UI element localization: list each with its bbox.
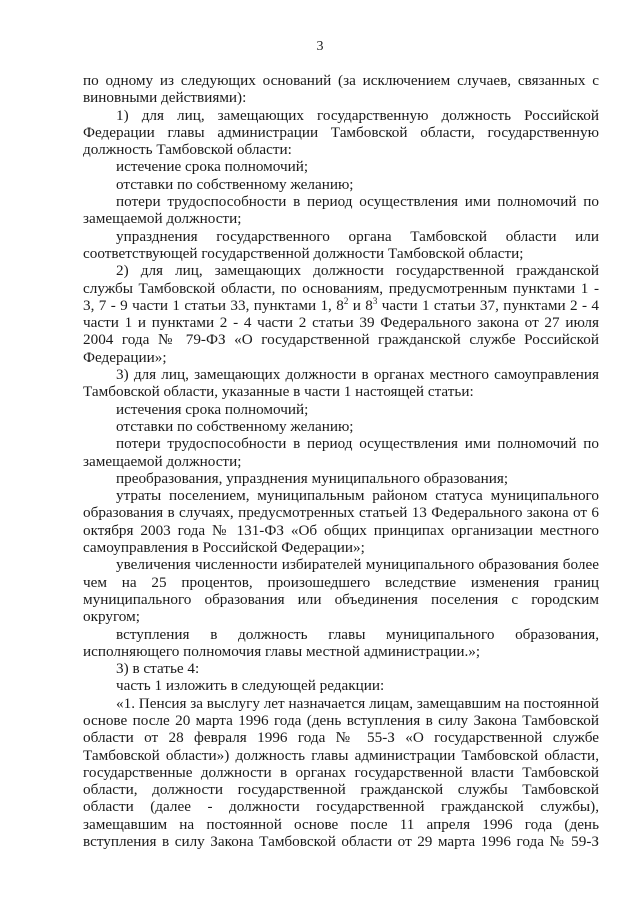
- list-item: потери трудоспособности в период осуществления ими полномочий по замещаемой должности;: [83, 193, 599, 228]
- paragraph: 1) для лиц, замещающих государственную должность Российской Федерации главы администрации Тамбовской области, государственную должность Тамбовской области:: [83, 106, 599, 159]
- paragraph: по одному из следующих оснований (за исключением случаев, связанных с виновными действиями):: [83, 72, 599, 107]
- list-item: увеличения численности избирателей муниципального образования более чем на 25 процентов, произошедшего вследствие изменения границ муниципального образования или объединения поселения с городским округом;: [83, 556, 599, 626]
- page-number: 3: [316, 39, 324, 54]
- list-item: истечения срока полномочий;: [116, 400, 309, 418]
- paragraph: 3) в статье 4:: [116, 660, 200, 678]
- paragraph: часть 1 изложить в следующей редакции:: [116, 677, 385, 695]
- paragraph-text: части 1 статьи 37, пунктами 2 - 4 части 1 и пунктами 2 - 4 части 2 статьи 39 Федерального закона от 27 июля 2004 года № 79-ФЗ «О государственной гражданской службе Российской Федерации»;: [83, 296, 599, 366]
- list-item: вступления в должность главы муниципального образования, исполняющего полномочия главы местной администрации.»;: [83, 625, 599, 660]
- paragraph-text: 2) для лиц, замещающих должности государственной гражданской службы Тамбовской области, по основаниям, предусмотренным пунктами 1 - 3, 7 - 9 части 1 статьи 33, пунктами 1, 8: [83, 262, 599, 314]
- list-item: преобразования, упразднения муниципального образования;: [116, 469, 509, 487]
- list-item: утраты поселением, муниципальным районом статуса муниципального образования в случаях, предусмотренных статьей 13 Федерального закона от 6 октября 2003 года № 131-ФЗ «Об общих принципах организации местного самоуправления в Российской Федерации»;: [83, 487, 599, 557]
- paragraph: «1. Пенсия за выслугу лет назначается лицам, замещавшим на постоянной основе после 20 марта 1996 года (день вступления в силу Закона Тамбовской области от 28 февраля 1996 года № 55-З «О государственной службе Тамбовской области») должность главы администрации Тамбовской области, государственные должности в органах государственной власти Тамбовской области, должности государственной гражданской службы Тамбовской области (далее - должности государственной гражданской службы), замещавшим на постоянной основе после 11 апреля 1996 года (день вступления в силу Закона Тамбовской области от 29 марта 1996 года № 59-З: [83, 694, 599, 851]
- list-item: истечение срока полномочий;: [116, 158, 309, 176]
- paragraph: [83, 262, 599, 366]
- superscript: 3: [372, 295, 378, 306]
- list-item: отставки по собственному желанию;: [116, 175, 354, 193]
- superscript: 2: [343, 295, 349, 306]
- paragraph-text: и 8: [348, 296, 373, 314]
- document-body: [83, 72, 599, 850]
- list-item: потери трудоспособности в период осуществления ими полномочий по замещаемой должности;: [83, 435, 599, 470]
- list-item: отставки по собственному желанию;: [116, 417, 354, 435]
- paragraph: 3) для лиц, замещающих должности в органах местного самоуправления Тамбовской области, указанные в части 1 настоящей статьи:: [83, 366, 599, 401]
- list-item: упразднения государственного органа Тамбовской области или соответствующей государственной должности Тамбовской области;: [83, 227, 599, 262]
